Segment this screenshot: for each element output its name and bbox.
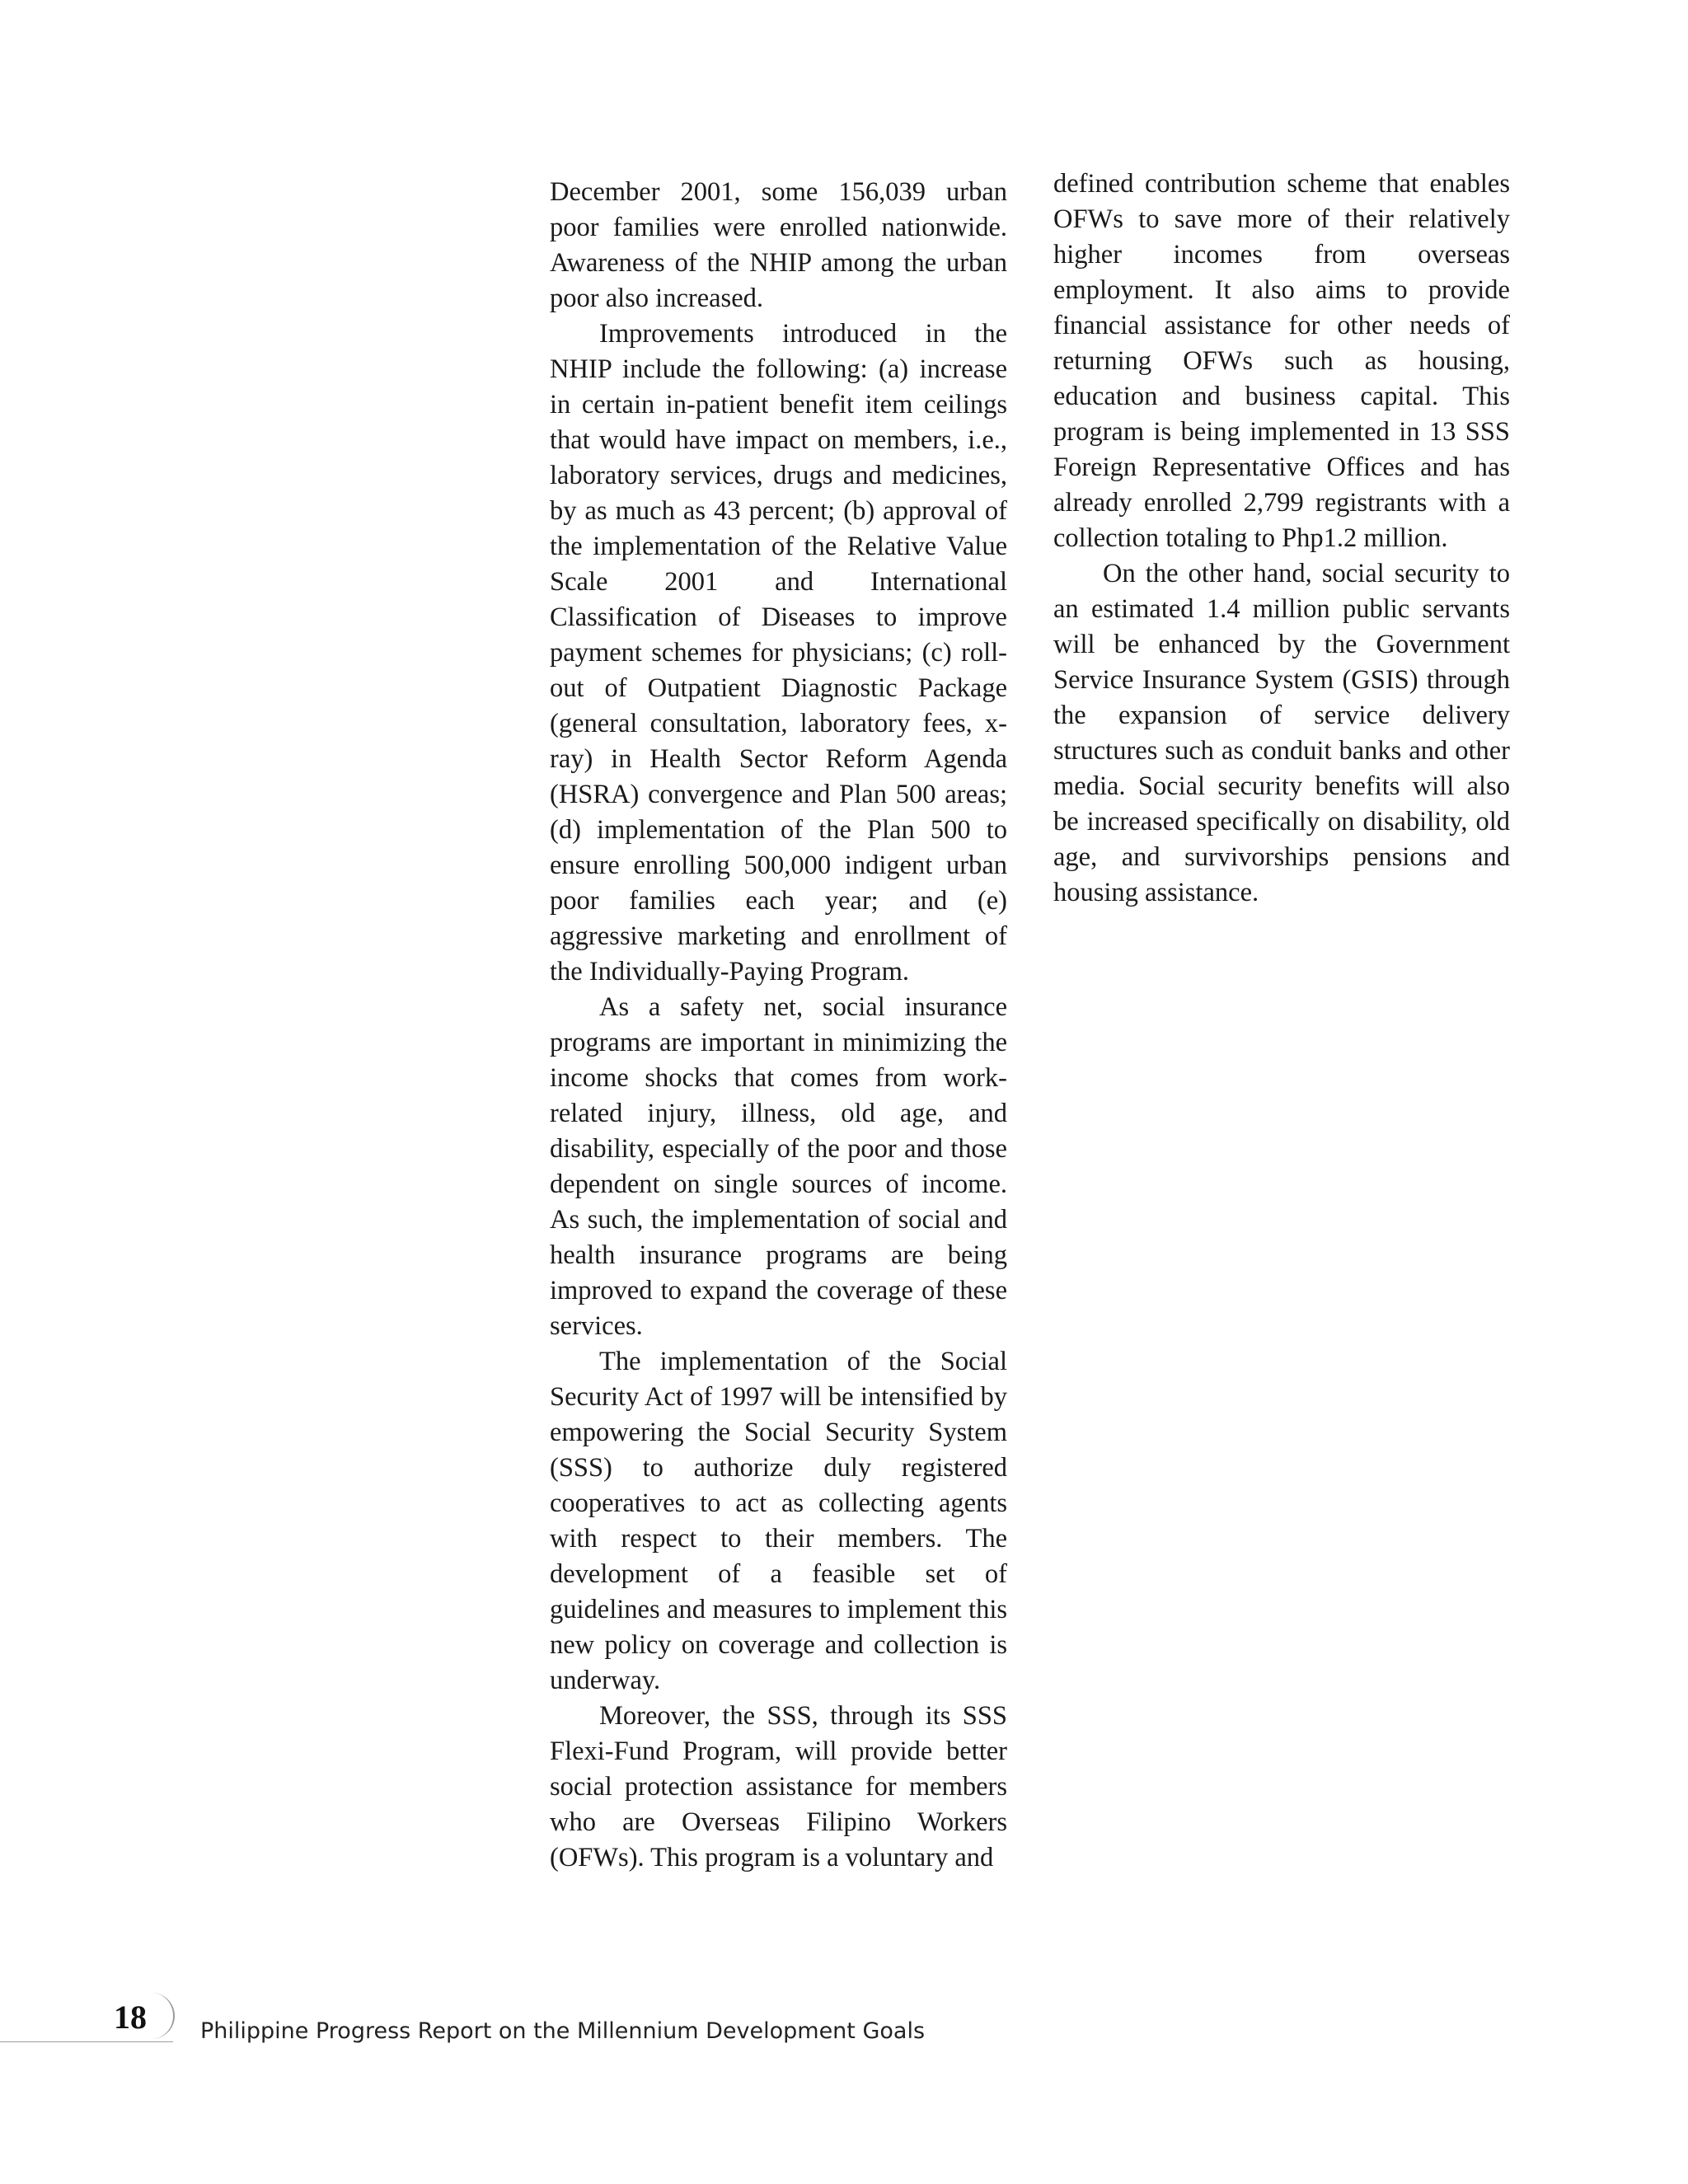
paragraph: defined contribution scheme that enables OFWs to save more of their relatively higher incomes from overseas employment. It also aims to provide financial assistance for other needs of returning OFWs such as housing, education and business capital. This program is being implemented in 13 SSS Foreign Representative Offices and has already enrolled 2,799 registrants with a collection totaling to Php1.2 million.	[1053, 169, 1510, 553]
page-number: 18	[114, 1999, 147, 2036]
running-footer-title: Philippine Progress Report on the Millennium Development Goals	[200, 2018, 926, 2044]
left-text-column	[550, 175, 1007, 1876]
right-text-column	[1053, 166, 1510, 911]
paragraph: December 2001, some 156,039 urban poor families were enrolled nationwide. Awareness of the NHIP among the urban poor also increased.	[550, 177, 1007, 313]
paragraph: Moreover, the SSS, through its SSS Flexi-Fund Program, will provide better social protection assistance for members who are Overseas Filipino Workers (OFWs). This program is a voluntary and	[550, 1701, 1007, 1872]
footer-rule	[0, 2041, 173, 2042]
paragraph: Improvements introduced in the NHIP include the following: (a) increase in certain in-patient benefit item ceilings that would have impact on members, i.e., laboratory services, drugs and medicines, by as much as 43 percent; (b) approval of the implementation of the Relative Value Scale 2001 and International Classification of Diseases to improve payment schemes for physicians; (c) roll-out of Outpatient Diagnostic Package (general consultation, laboratory fees, x-ray) in Health Sector Reform Agenda (HSRA) convergence and Plan 500 areas; (d) implementation of the Plan 500 to ensure enrolling 500,000 indigent urban poor families each year; and (e) aggressive marketing and enrollment of the Individually-Paying Program.	[550, 319, 1007, 987]
paragraph: As a safety net, social insurance programs are important in minimizing the income shocks that comes from work-related injury, illness, old age, and disability, especially of the poor and those dependent on single sources of income. As such, the implementation of social and health insurance programs are being improved to expand the coverage of these services.	[550, 992, 1007, 1341]
paragraph: On the other hand, social security to an estimated 1.4 million public servants will be enhanced by the Government Service Insurance System (GSIS) through the expansion of service delivery structures such as conduit banks and other media. Social security benefits will also be increased specifically on disability, old age, and survivorships pensions and housing assistance.	[1053, 559, 1510, 907]
paragraph: The implementation of the Social Security Act of 1997 will be intensified by empowering the Social Security System (SSS) to authorize duly registered cooperatives to act as collecting agents with respect to their members. The development of a feasible set of guidelines and measures to implement this new policy on coverage and collection is underway.	[550, 1347, 1007, 1695]
